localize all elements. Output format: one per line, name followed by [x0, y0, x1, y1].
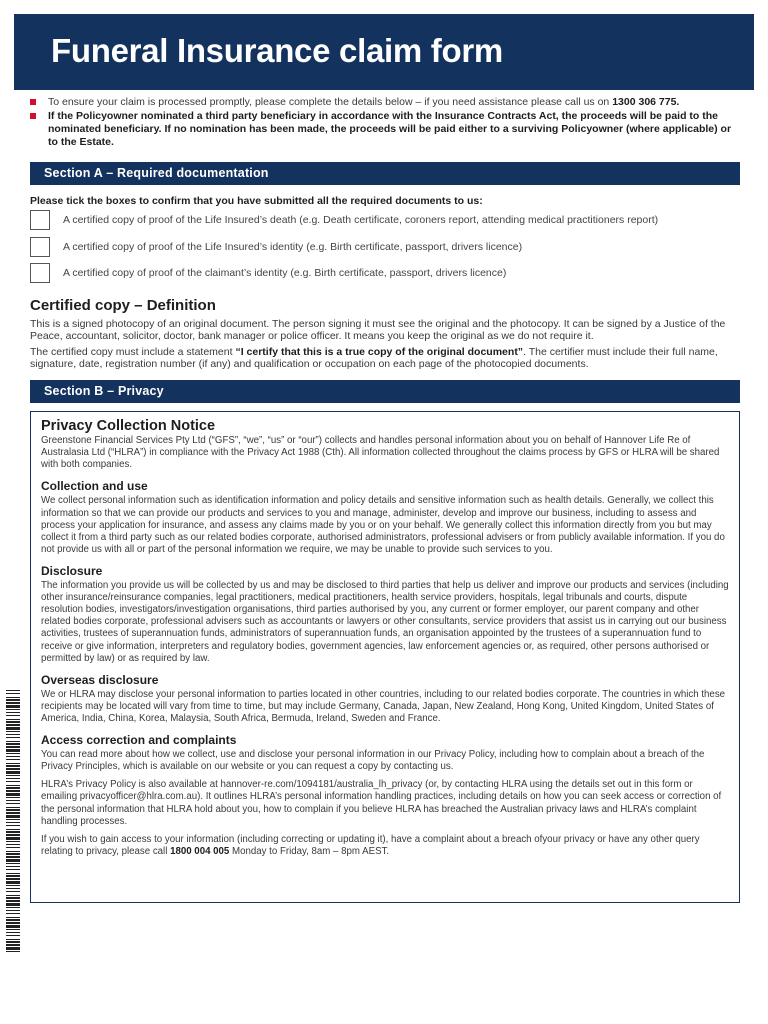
contact-hours: Monday to Friday, 8am – 8pm AEST.	[229, 845, 390, 857]
checkbox-claimant-identity[interactable]	[30, 263, 50, 283]
intro-item-assistance	[30, 96, 742, 109]
statement-requirements: . The certifier must include their full name, signature, date, registration number (if any) and qualification or occupation on each page of the photocopied documents.	[30, 346, 718, 370]
access-text-contact	[41, 834, 729, 858]
certified-copy-title: Certified copy – Definition	[30, 297, 216, 314]
certified-copy-body	[30, 318, 742, 374]
form-header	[14, 14, 754, 90]
checkbox-row-claimant-identity	[30, 263, 730, 285]
disclosure-heading: Disclosure	[41, 563, 103, 578]
checkbox-life-insured-identity[interactable]	[30, 237, 50, 257]
privacy-notice-title: Privacy Collection Notice	[41, 418, 216, 434]
intro-notes	[30, 96, 742, 150]
certified-copy-paragraph: This is a signed photocopy of an original document. The person signing it must see the original and the photocopy. It can be signed by a Justice of the Peace, accountant, solicitor, doctor, bank manager or police officer. It means you keep the original as we do not require it.	[30, 318, 726, 342]
collection-heading: Collection and use	[41, 479, 148, 494]
section-b-header: Section B – Privacy	[30, 380, 740, 403]
access-text-policy: You can read more about how we collect, use and disclose your personal information in our Privacy Policy, including how to complain about a breach of the Privacy Principles, which is available on our website or you can request a copy by contacting us.	[41, 749, 705, 773]
checkbox-label: A certified copy of proof of the Life Insured’s death (e.g. Death certificate, coroners report, attending medical practitioners report)	[63, 214, 659, 226]
page-title: Funeral Insurance claim form	[51, 32, 503, 69]
privacy-intro-text: Greenstone Financial Services Pty Ltd (“GFS”, “we”, “us” or “our”) collects and handles personal information about you on behalf of Hannover Life Re of Australasia Ltd (“HLRA”) in compliance with the Privacy Act 1988 (Cth). All information collected throughout the claims process by GFS or HLRA will be shared with both companies.	[41, 435, 720, 471]
overseas-text: We or HLRA may disclose your personal information to parties located in other countries, including to our related bodies corporate. The countries in which these recipients may be located will vary from time to time, but may include Germany, Canada, Japan, New Zealand, Hong Kong, United Kingdom, United States of America, India, China, Korea, Malaysia, South Africa, Bermuda, Ireland, Sweden and France.	[41, 688, 726, 724]
contact-intro: If you wish to gain access to your information (including correcting or updating it), have a complaint about a breach ofyour privacy or have any other query relating to privacy, please call	[41, 833, 700, 857]
statement-intro: The certified copy must include a statement	[30, 346, 236, 358]
red-square-bullet-icon	[30, 99, 36, 105]
checkbox-instruction: Please tick the boxes to confirm that you have submitted all the required documents to us:	[30, 195, 483, 207]
collection-text: We collect personal information such as identification information and policy details and sensitive information such as health details. Generally, we collect this information so that we can provide our products and services to you and manage, administer, develop and improve our business, including to assess and process your application for insurance, and assess any claims made by you or on your behalf. We generally collect this information directly from you but may collect it from a third party such as our related bodies corporate, authorised administrators, professional advisers or from publicly available information. If you do not provide us with all or part of the personal information we require, we may be unable to provide such services to you.	[41, 495, 725, 555]
assistance-phone: 1300 306 775.	[612, 96, 680, 108]
certify-quote: “I certify that this is a true copy of the original document”	[235, 346, 524, 358]
privacy-phone: 1800 004 005	[170, 845, 230, 857]
barcode-icon	[6, 690, 20, 952]
privacy-notice-content	[41, 420, 729, 864]
intro-beneficiary-text: If the Policyowner nominated a third party beneficiary in accordance with the Insurance Contracts Act, the proceeds will be paid to the nominated beneficiary. If no nomination has been made, the proceeds will be paid either to a surviving Policyowner (where applicable) or to the Estate.	[48, 110, 732, 148]
checkbox-label: A certified copy of proof of the Life Insured’s identity (e.g. Birth certificate, passport, drivers licence)	[63, 241, 523, 253]
section-a-header: Section A – Required documentation	[30, 162, 740, 185]
privacy-notice-box	[30, 411, 740, 903]
overseas-heading: Overseas disclosure	[41, 672, 159, 687]
intro-assistance-text: To ensure your claim is processed promptly, please complete the details below – if you need assistance please call us on	[48, 96, 613, 108]
checkbox-row-life-insured-identity	[30, 237, 730, 259]
checkbox-row-death-proof	[30, 210, 730, 232]
red-square-bullet-icon	[30, 113, 36, 119]
disclosure-text: The information you provide us will be collected by us and may be disclosed to third parties that help us deliver and improve our products and services (including other insurance/reinsurance companies, legal practitioners, medical practitioners, health service providers, hospitals, legal tribunals and courts, dispute resolution bodies, investigators/investigation organisations, third parties authorised by you, any current or former employer, our parent company and other related bodies corporate, professional advisers such as accountants or lawyers or other consultants, service providers that assist us in carrying out our business activities, trustees of superannuation funds, administrators of superannuation funds, an organisation appointed by the trustees of a superannuation fund to receive or give information, interpreters and regulatory bodies, government agencies, law enforcement agencies or, as required, other persons authorised or permitted by law) or as required by law.	[41, 580, 729, 664]
access-heading: Access correction and complaints	[41, 733, 237, 748]
checkbox-death-proof[interactable]	[30, 210, 50, 230]
intro-item-beneficiary	[30, 110, 742, 149]
checkbox-label: A certified copy of proof of the claimant’s identity (e.g. Birth certificate, passport, drivers licence)	[63, 267, 507, 279]
access-text-hlra: HLRA’s Privacy Policy is also available at hannover-re.com/1094181/australia_lh_privacy (or, by contacting HLRA using the details set out in this form or emailing privacyofficer@hlra.com.au). It outlines HLRA’s personal information handling practices, including details on how you can seek access or correction of the personal information that HLRA hold about you, how to complain if you believe HLRA has breached the Australian privacy laws and HLRA’s complaint handling processes.	[41, 779, 722, 827]
certified-copy-statement	[30, 346, 742, 370]
